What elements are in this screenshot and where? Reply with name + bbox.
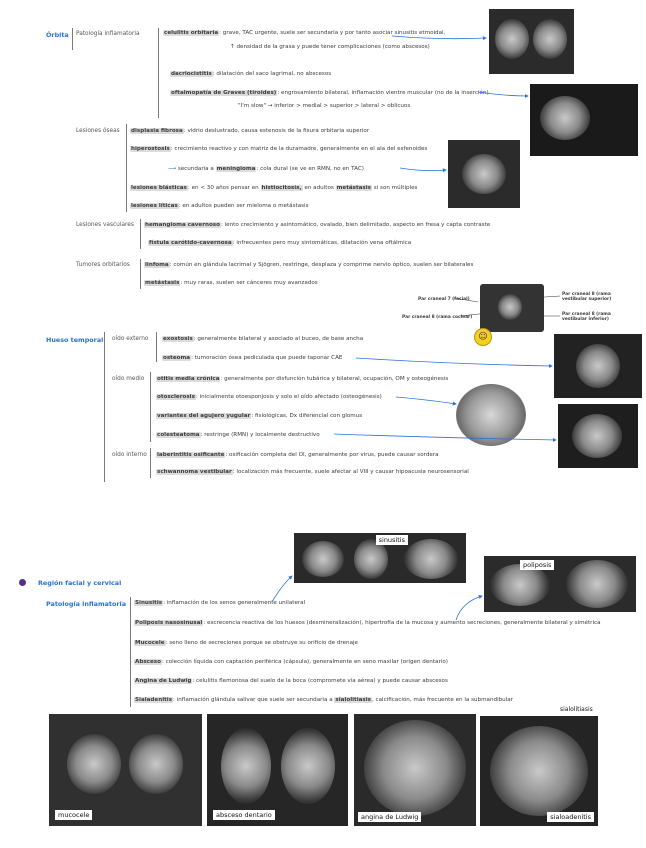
orbita-subtitle: Patología inflamatoria — [76, 31, 140, 37]
celulitis-line2: ↑ densidad de la grasa y puede tener complicaciones (como abscesos) — [230, 44, 430, 50]
text: : en < 30 años pensar en — [187, 185, 259, 191]
text: : cola dural (se ve en RMN, no en TAC) — [256, 166, 364, 172]
term-exostosis: exostosis — [163, 336, 193, 342]
arrow-connector — [334, 434, 556, 440]
text: : dilatación del saco lagrimal, no abscesos — [212, 71, 332, 77]
term-dacriocistitis: dacriocistitis — [171, 71, 212, 77]
nerve-label-cochlear: Par craneal 8 (rama coclear) — [402, 315, 473, 320]
section-title-region: Región facial y cervical — [38, 579, 122, 587]
arrow-connector — [478, 92, 528, 96]
oido-externo-label: oído externo — [112, 336, 149, 342]
text: : seno lleno de secreciones porque se obstruye su orificio de drenaje — [165, 640, 358, 646]
term-blasticas: lesiones blásticas — [131, 185, 187, 191]
term-fistula: fístula carótido-cavernosa — [149, 240, 232, 246]
text: : osificación completa del OI, generalmente por virus, puede causar sordera — [225, 452, 439, 458]
text: si son múltiples — [373, 185, 418, 191]
text: : lento crecimiento y asintomático, ovalado, bien delimitado, aspecto en fresa y capta contraste — [220, 222, 491, 228]
text: : celulitis flemonosa del suelo de la boca (compromete vía aérea) y puede causar abscesos — [192, 678, 448, 684]
term-metastasis: metástasis — [336, 185, 372, 191]
label-poliposis: poliposis — [520, 560, 554, 570]
text: : grave, TAC urgente, suele ser secundaria y por tanto asociar sinusitis etmoidal, — [219, 30, 446, 36]
term-osteoma: osteoma — [163, 355, 191, 361]
term-laberintitis: laberintitis osificante — [157, 452, 225, 458]
label-mucocele: mucocele — [55, 810, 92, 820]
term-absceso: Absceso — [135, 659, 161, 665]
graves-line2: "I'm slow" → inferior > medial > superior > lateral > oblicuos — [238, 103, 411, 109]
arrow-connector — [272, 576, 292, 602]
text: : colección líquida con captación periférica (cápsula), generalmente en seno maxilar (origen dentario) — [161, 659, 448, 665]
term-liticas: lesiones líticas — [131, 203, 178, 209]
text: : engrosamiento bilateral, inflamación vientre muscular (no de la inserción) — [277, 90, 489, 96]
text: : localización más frecuente, suele afectar al VIII y causar hipoacusia neurosensorial — [232, 469, 469, 475]
term-graves: oftalmopatía de Graves (tiroides) — [171, 90, 277, 96]
term-linfoma: linfoma — [145, 262, 169, 268]
label-sialolitiasis: sialolitiasis — [560, 706, 593, 713]
text: : crecimiento reactivo y con matriz de la duramadre, generalmente en el ala del esfenoides — [170, 146, 428, 152]
term-mucocele: Mucocele — [135, 640, 165, 646]
term-yugular: variantes del agujero yugular — [157, 413, 251, 419]
text: : restringe (RMN) y localmente destructivo — [200, 432, 320, 438]
text: : fisiológicas, Dx diferencial con glomus — [251, 413, 363, 419]
region-subtitle: Patología inflamatoria — [46, 600, 127, 608]
term-otosclerosis: otosclerosis — [157, 394, 195, 400]
text: : muy raras, suelen ser cánceres muy avanzados — [180, 280, 318, 286]
oido-interno-label: oído interno — [112, 452, 147, 458]
term-celulitis: celulitis orbitaria — [164, 30, 219, 36]
tumores-label: Tumores orbitarios — [76, 262, 130, 268]
term-schwannoma: schwannoma vestibular — [157, 469, 232, 475]
nerve-label-facial: Par craneal 7 (facial) — [418, 297, 470, 302]
label-ludwig: angina de Ludwig — [358, 812, 421, 822]
text: : excrecencia reactiva de los huesos (desmineralización), hipertrofia de la mucosa y aumento secreciones, generalmente bilateral y simétrica — [203, 620, 601, 626]
arrow-connector — [454, 298, 478, 302]
label-absceso: absceso dentario — [213, 810, 275, 820]
term-histiocitosis: histiocitosis, — [261, 185, 302, 191]
arrow-connector — [356, 358, 552, 366]
text: : inflamación de los senos generalmente unilateral — [163, 600, 306, 606]
text: , calcificación, más frecuente en la submandibular — [371, 697, 514, 703]
section-title-hueso: Hueso temporal — [46, 336, 104, 344]
text: : generalmente bilateral y asociado al buceo, de base ancha — [193, 336, 364, 342]
section-title-orbita: Órbita — [46, 31, 69, 39]
term-meningioma: meningioma — [216, 166, 256, 172]
term-poliposis: Poliposis nasosinusal — [135, 620, 203, 626]
term-ludwig: Angina de Ludwig — [135, 678, 192, 684]
arrow-connector — [460, 312, 498, 316]
text: en adultos — [304, 185, 334, 191]
arrow-connector — [396, 397, 456, 404]
text: : generalmente por disfunción tubárica y bilateral, ocupación, OM y osteogénesis — [220, 376, 449, 382]
arrow-text: ⟶ — [168, 166, 178, 172]
text: : común en glándula lacrimal y Sjögren, restringe, desplaza y comprime nervio óptico, suelen ser bilaterales — [169, 262, 474, 268]
term-hemangioma: hemangioma cavernoso — [145, 222, 220, 228]
nerve-label-vest-inf: Par craneal 8 (rama vestibular inferior) — [562, 312, 611, 322]
oido-medio-label: oído medio — [112, 376, 145, 382]
term-sialolitiasis: sialolitiasis — [335, 697, 371, 703]
lesiones-oseas-label: Lesiones óseas — [76, 128, 120, 134]
text: secundaria a — [177, 166, 214, 172]
label-sialoadenitis: sialoadenitis — [547, 812, 594, 822]
text: : inicialmente otoesponjosis y solo el oído afectado (osteogénesis) — [195, 394, 382, 400]
arrow-connector — [392, 36, 486, 39]
term-sinusitis: Sinusitis — [135, 600, 163, 606]
text: : inflamación glándula salivar que suele ser secundaria a — [173, 697, 333, 703]
text: : en adultos pueden ser mieloma o metástasis — [178, 203, 309, 209]
text: : infrecuentes pero muy sintomáticas, dilatación vena oftálmica — [232, 240, 412, 246]
text: : vidrio deslustrado, causa estenosis de la fisura orbitaria superior — [183, 128, 370, 134]
arrow-connector — [400, 168, 446, 171]
lesiones-vasculares-label: Lesiones vasculares — [76, 222, 134, 228]
smiley-icon: ☺ — [474, 328, 492, 346]
term-displasia: displasia fibrosa — [131, 128, 183, 134]
nerve-label-vest-sup: Par craneal 8 (rama vestibular superior) — [562, 292, 612, 302]
term-hiperostosis: hiperostosis — [131, 146, 170, 152]
arrow-connector — [456, 596, 482, 620]
term-colesteatoma: colesteatoma — [157, 432, 200, 438]
text: : tumoración ósea pediculada que puede taponar CAE — [191, 355, 343, 361]
term-sialadenitis: Sialadenitis — [135, 697, 173, 703]
arrow-connector — [530, 296, 560, 298]
term-otitis: otitis media crónica — [157, 376, 220, 382]
label-sinusitis: sinusitis — [376, 535, 408, 545]
term-metastasis: metástasis — [145, 280, 180, 286]
